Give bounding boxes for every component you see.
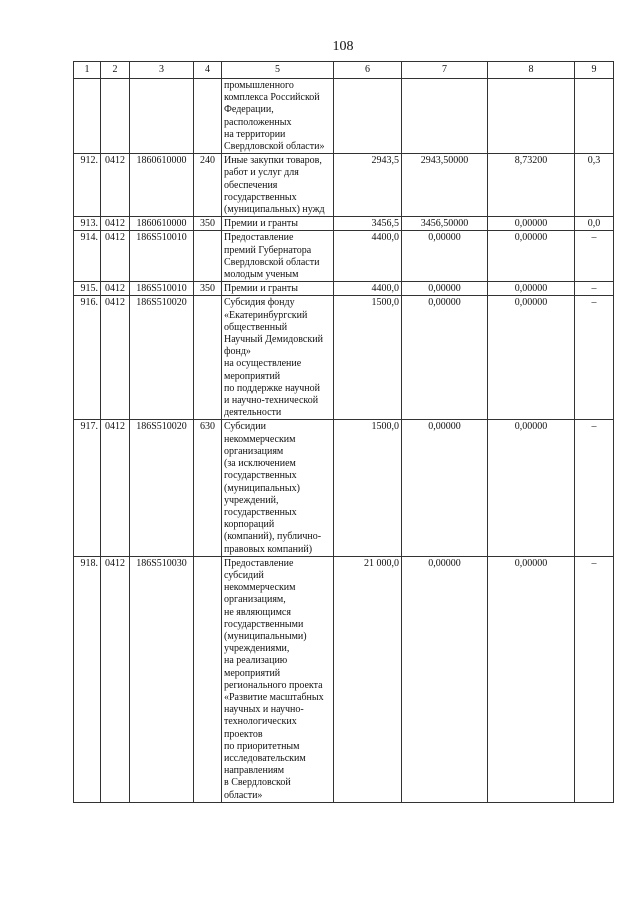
cell-section: 0412 xyxy=(101,217,130,231)
budget-table xyxy=(73,61,614,803)
header-row xyxy=(74,62,614,79)
cell-target: 1860610000 xyxy=(130,154,194,217)
cell-percent: – xyxy=(575,282,614,296)
description-line: Предоставление xyxy=(224,232,294,244)
description-line: на реализацию xyxy=(224,655,288,667)
description-line: государственных xyxy=(224,191,297,203)
cell-target: 1860610000 xyxy=(130,217,194,231)
cell-percent: – xyxy=(575,231,614,282)
description-line: государственными xyxy=(224,618,304,630)
cell-description xyxy=(222,154,334,217)
cell-percent: 0,3 xyxy=(575,154,614,217)
description-line: учреждениями, xyxy=(224,643,290,655)
description-line: Предоставление xyxy=(224,557,294,569)
header-col-8: 8 xyxy=(488,62,575,79)
description-line: деятельности xyxy=(224,407,282,419)
description-line: по поддержке научной xyxy=(224,382,321,394)
cell-num: 915. xyxy=(74,282,101,296)
cell-plan: 3456,5 xyxy=(334,217,402,231)
cell-percent xyxy=(575,79,614,154)
cell-kind xyxy=(194,79,222,154)
description-line: технологических xyxy=(224,716,297,728)
cell-plan: 4400,0 xyxy=(334,282,402,296)
description-line: (компаний), публично- xyxy=(224,531,322,543)
cell-description xyxy=(222,296,334,420)
cell-executed: 0,00000 xyxy=(402,556,488,802)
cell-description xyxy=(222,79,334,154)
cell-target: 186S510010 xyxy=(130,282,194,296)
cell-section xyxy=(101,79,130,154)
description-line: Иные закупки товаров, xyxy=(224,155,322,167)
cell-kind: 350 xyxy=(194,217,222,231)
description-line: организациям xyxy=(224,445,284,457)
cell-description xyxy=(222,556,334,802)
description-line: Научный Демидовский xyxy=(224,334,323,346)
description-line: Свердловской области xyxy=(224,256,320,268)
description-line: и научно-технической xyxy=(224,395,319,407)
cell-target: 186S510030 xyxy=(130,556,194,802)
description-line: «Екатеринбургский xyxy=(224,309,308,321)
description-line: в Свердловской xyxy=(224,777,291,789)
header-col-3: 3 xyxy=(130,62,194,79)
description-line: (за исключением xyxy=(224,458,296,470)
cell-num xyxy=(74,79,101,154)
cell-percent: – xyxy=(575,296,614,420)
description-line: области» xyxy=(224,789,263,801)
description-line: некоммерческим xyxy=(224,433,296,445)
description-line: премий Губернатора xyxy=(224,244,312,256)
description-line: Премии и гранты xyxy=(224,218,299,230)
description-line: организациям, xyxy=(224,594,286,606)
header-col-1: 1 xyxy=(74,62,101,79)
description-line: субсидий xyxy=(224,569,264,581)
description-line: комплекса Российской xyxy=(224,92,320,104)
cell-balance: 0,00000 xyxy=(488,556,575,802)
description-line: промышленного xyxy=(224,80,294,91)
cell-kind: 350 xyxy=(194,282,222,296)
description-line: направлениям xyxy=(224,765,285,777)
cell-executed: 2943,50000 xyxy=(402,154,488,217)
description-line: мероприятий xyxy=(224,370,281,382)
header-col-7: 7 xyxy=(402,62,488,79)
cell-section: 0412 xyxy=(101,231,130,282)
cell-section: 0412 xyxy=(101,556,130,802)
cell-num: 914. xyxy=(74,231,101,282)
cell-balance: 0,00000 xyxy=(488,231,575,282)
description-line: корпораций xyxy=(224,519,275,531)
cell-balance xyxy=(488,79,575,154)
table-row xyxy=(74,231,614,282)
description-line: Премии и гранты xyxy=(224,283,299,295)
header-col-5: 5 xyxy=(222,62,334,79)
description-line: мероприятий xyxy=(224,667,281,679)
cell-target: 186S510010 xyxy=(130,231,194,282)
cell-description xyxy=(222,282,334,296)
description-line: проектов xyxy=(224,728,263,740)
cell-description xyxy=(222,420,334,556)
cell-balance: 0,00000 xyxy=(488,282,575,296)
cell-num: 917. xyxy=(74,420,101,556)
cell-description xyxy=(222,217,334,231)
cell-plan: 1500,0 xyxy=(334,296,402,420)
table-row xyxy=(74,420,614,556)
description-line: расположенных xyxy=(224,116,292,128)
cell-balance: 0,00000 xyxy=(488,217,575,231)
description-line: учреждений, xyxy=(224,494,279,506)
table-row xyxy=(74,154,614,217)
cell-kind xyxy=(194,296,222,420)
cell-kind xyxy=(194,231,222,282)
description-line: Субсидия фонду xyxy=(224,297,295,309)
table-row xyxy=(74,217,614,231)
description-line: молодым ученым xyxy=(224,269,299,281)
description-line: некоммерческим xyxy=(224,582,296,594)
cell-executed: 0,00000 xyxy=(402,420,488,556)
description-line: регионального проекта xyxy=(224,679,323,691)
cell-executed: 0,00000 xyxy=(402,231,488,282)
cell-balance: 0,00000 xyxy=(488,296,575,420)
description-line: «Развитие масштабных xyxy=(224,691,324,703)
cell-target: 186S510020 xyxy=(130,296,194,420)
description-line: государственных xyxy=(224,506,297,518)
cell-executed xyxy=(402,79,488,154)
header-col-9: 9 xyxy=(575,62,614,79)
cell-plan xyxy=(334,79,402,154)
description-line: (муниципальных) нужд xyxy=(224,204,325,216)
description-line: на территории xyxy=(224,128,286,140)
cell-plan: 21 000,0 xyxy=(334,556,402,802)
description-line: Субсидии xyxy=(224,421,266,433)
description-line: Федерации, xyxy=(224,104,274,116)
cell-percent: 0,0 xyxy=(575,217,614,231)
cell-section: 0412 xyxy=(101,420,130,556)
cell-num: 912. xyxy=(74,154,101,217)
cell-plan: 2943,5 xyxy=(334,154,402,217)
description-line: государственных xyxy=(224,470,297,482)
page-number: 108 xyxy=(332,39,354,54)
header-col-4: 4 xyxy=(194,62,222,79)
header-col-6: 6 xyxy=(334,62,402,79)
cell-description xyxy=(222,231,334,282)
cell-kind: 240 xyxy=(194,154,222,217)
description-line: не являющимся xyxy=(224,606,291,618)
cell-section: 0412 xyxy=(101,296,130,420)
description-line: (муниципальных) xyxy=(224,482,300,494)
description-line: работ и услуг для xyxy=(224,167,299,179)
description-line: фонд» xyxy=(224,346,251,358)
cell-section: 0412 xyxy=(101,282,130,296)
cell-executed: 0,00000 xyxy=(402,282,488,296)
cell-percent: – xyxy=(575,420,614,556)
cell-target xyxy=(130,79,194,154)
cell-target: 186S510020 xyxy=(130,420,194,556)
cell-kind: 630 xyxy=(194,420,222,556)
table-row xyxy=(74,282,614,296)
cell-num: 916. xyxy=(74,296,101,420)
header-col-2: 2 xyxy=(101,62,130,79)
cell-executed: 3456,50000 xyxy=(402,217,488,231)
table-row xyxy=(74,556,614,802)
cell-plan: 4400,0 xyxy=(334,231,402,282)
cell-kind xyxy=(194,556,222,802)
description-line: исследовательским xyxy=(224,752,306,764)
description-line: на осуществление xyxy=(224,358,302,370)
cell-section: 0412 xyxy=(101,154,130,217)
cell-executed: 0,00000 xyxy=(402,296,488,420)
description-line: общественный xyxy=(224,321,288,333)
description-line: (муниципальными) xyxy=(224,630,307,642)
cell-balance: 8,73200 xyxy=(488,154,575,217)
description-line: обеспечения xyxy=(224,179,278,191)
description-line: по приоритетным xyxy=(224,740,300,752)
table-row xyxy=(74,296,614,420)
cell-plan: 1500,0 xyxy=(334,420,402,556)
cell-percent: – xyxy=(575,556,614,802)
cell-num: 913. xyxy=(74,217,101,231)
description-line: научных и научно- xyxy=(224,704,304,716)
continuation-row xyxy=(74,79,614,154)
description-line: правовых компаний) xyxy=(224,543,313,555)
cell-num: 918. xyxy=(74,556,101,802)
description-line: Свердловской области» xyxy=(224,141,325,153)
cell-balance: 0,00000 xyxy=(488,420,575,556)
